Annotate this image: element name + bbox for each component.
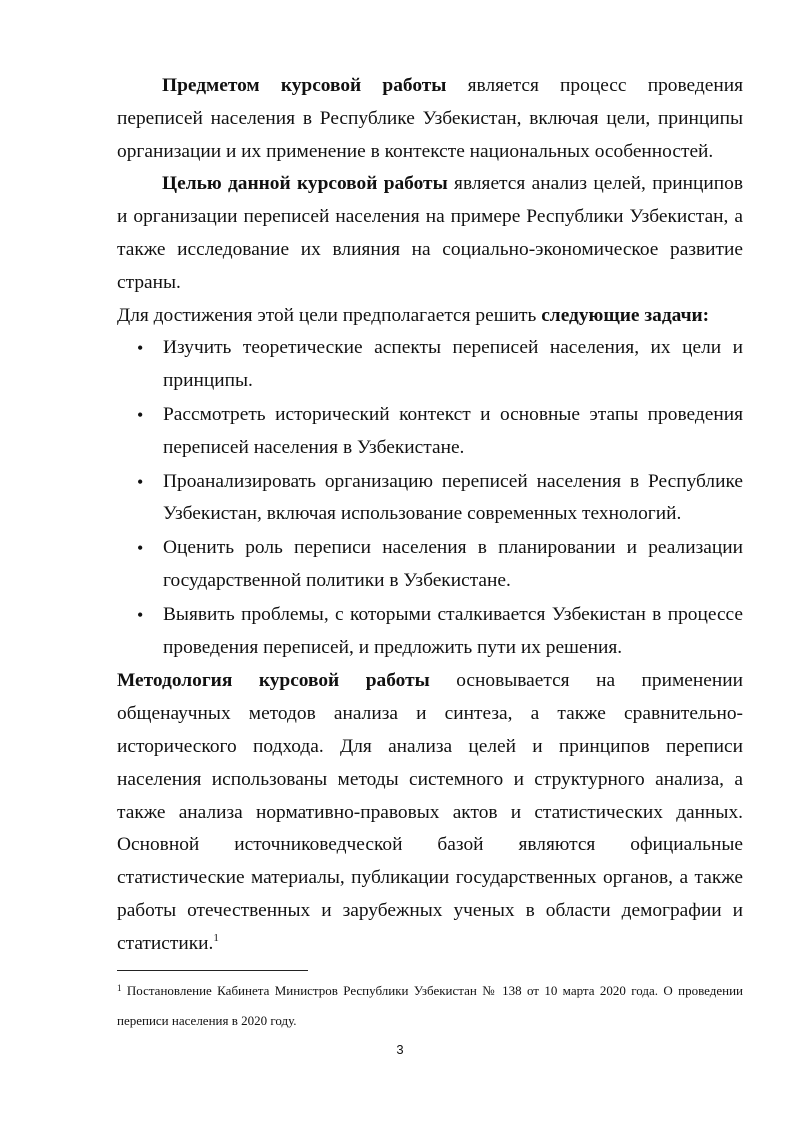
tasks-heading: следующие задачи: <box>541 304 710 326</box>
list-item-text: Изучить теоретические аспекты переписей населения, их цели и принципы. <box>163 337 743 392</box>
bullet-icon: • <box>137 471 144 492</box>
goal-heading: Целью данной курсовой работы <box>162 173 448 195</box>
page-number: 3 <box>396 1042 404 1057</box>
methodology-heading: Методология курсовой работы <box>117 670 430 692</box>
methodology-text: основывается на применении общенаучных методов анализа и синтеза, а также сравнительно-исторического подхода. Для анализа целей и принципов переписи населения использованы методы системного и структурного анализа, а также анализа нормативно-правовых актов и статистических данных. Основной источниковедческой базой являются официальные статистические материалы, публикации государственных органов, а также работы отечественных и зарубежных ученых в области демографии и статистики. <box>117 670 743 954</box>
goal-paragraph <box>117 168 743 299</box>
subject-text: является процесс проведения переписей населения в Республике Узбекистан, включая цели, принципы организации и их применение в контексте национальных особенностей. <box>117 75 743 162</box>
tasks-intro-paragraph <box>117 300 743 333</box>
footnote-text: Постановление Кабинета Министров Республики Узбекистан № 138 от 10 марта 2020 года. О проведении переписи населения в 2020 году. <box>117 983 743 1028</box>
goal-text: является анализ целей, принципов и организации переписей населения на примере Республики Узбекистан, а также исследование их влияния на социально-экономическое развитие страны. <box>117 173 743 293</box>
list-item <box>117 599 743 665</box>
subject-paragraph <box>117 70 743 168</box>
bullet-icon: • <box>137 338 144 359</box>
list-item <box>117 466 743 532</box>
footnote-divider <box>117 970 308 971</box>
tasks-list <box>117 332 743 664</box>
list-item-text: Рассмотреть исторический контекст и основные этапы проведения переписей населения в Узбекистане. <box>163 403 743 458</box>
footnote-reference[interactable]: 1 <box>213 931 219 944</box>
list-item <box>117 399 743 465</box>
list-item <box>117 332 743 398</box>
list-item-text: Выявить проблемы, с которыми сталкивается Узбекистан в процессе проведения переписей, и предложить пути их решения. <box>163 603 743 658</box>
footnote <box>117 976 743 1036</box>
main-text <box>117 70 743 961</box>
methodology-paragraph <box>117 665 743 960</box>
bullet-icon: • <box>137 604 144 625</box>
tasks-intro-text: Для достижения этой цели предполагается решить <box>117 304 542 326</box>
list-item-text: Проанализировать организацию переписей населения в Республике Узбекистан, включая использование современных технологий. <box>163 470 743 525</box>
bullet-icon: • <box>137 538 144 559</box>
list-item <box>117 532 743 598</box>
bullet-icon: • <box>137 404 144 425</box>
footnote-marker: 1 <box>117 983 122 993</box>
list-item-text: Оценить роль переписи населения в планировании и реализации государственной политики в Узбекистане. <box>163 537 743 591</box>
subject-heading: Предметом курсовой работы <box>162 75 447 96</box>
